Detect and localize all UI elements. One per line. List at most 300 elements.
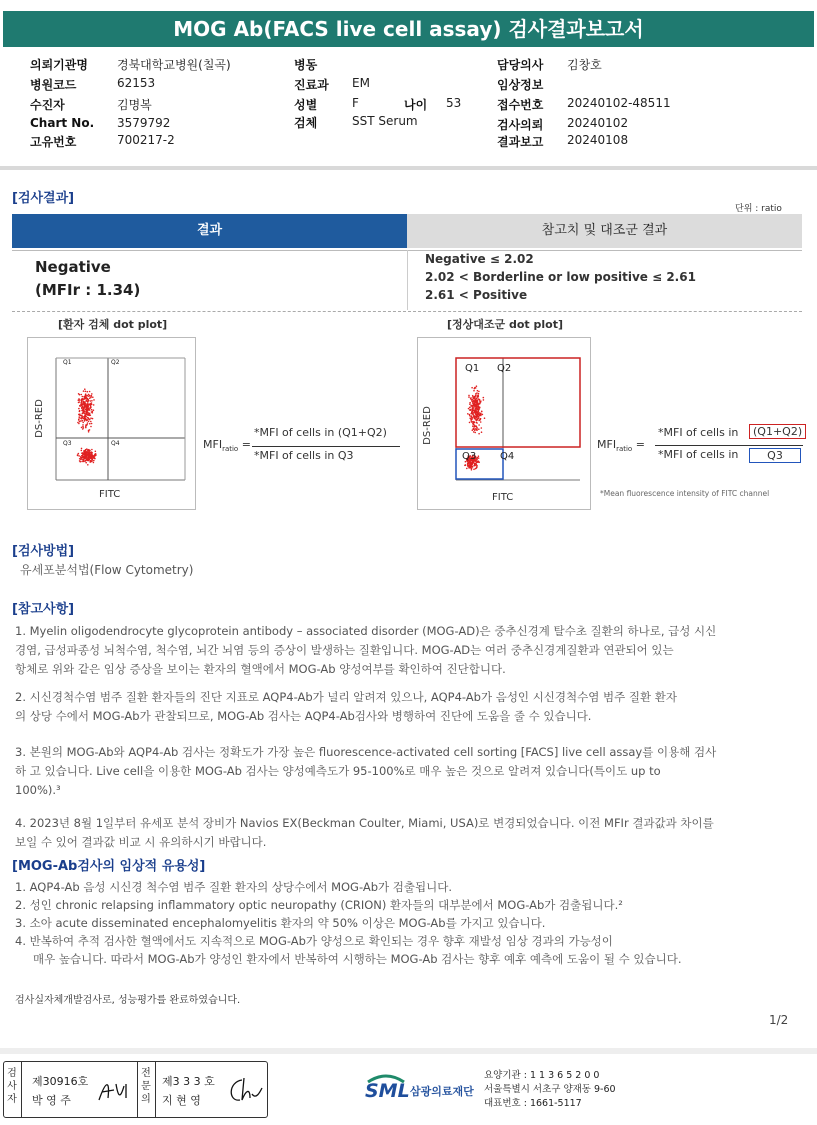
control-dot (472, 426, 474, 428)
control-dot (479, 415, 481, 417)
patient-dot (93, 399, 95, 401)
sex-value: F (352, 96, 359, 110)
note-1-line-3: 항체로 위와 같은 임상 증상을 보이는 환자의 혈액에서 MOG-Ab 양성여부를 확인하여 진단합니다. (15, 662, 506, 676)
examiner-name: 박 영 주 (32, 1094, 71, 1107)
examiner-vertical-label (6, 1067, 18, 1106)
control-dot (465, 464, 467, 466)
patient-dot (85, 460, 87, 462)
patient-dot (82, 422, 84, 424)
control-q2: Q2 (497, 363, 512, 374)
reference-column-header: 참고치 및 대조군 결과 (407, 214, 802, 248)
control-dot (480, 400, 482, 402)
footer-separator (0, 1048, 817, 1054)
control-dot (466, 468, 468, 470)
control-plot-title: [정상대조군 dot plot] (447, 318, 563, 331)
patient-dot (92, 455, 94, 457)
patient-dot (82, 459, 84, 461)
control-dot (474, 426, 476, 428)
patient-dot (94, 455, 96, 457)
receipt-label: 접수번호 (497, 98, 544, 112)
patient-dot (89, 409, 91, 411)
request-label: 검사의뢰 (497, 118, 544, 132)
signature-divider-2 (137, 1062, 138, 1117)
note-1-line-1: 1. Myelin oligodendrocyte glycoprotein antibody – associated disorder (MOG-AD)은 중추신경계 탈수초 질환의 하나로, 급성 시신 (15, 624, 717, 638)
report-title: MOG Ab(FACS live cell assay) 검사결과보고서 (173, 17, 644, 41)
control-dot (468, 396, 470, 398)
patient-dots (77, 388, 97, 465)
control-dot (474, 422, 476, 424)
control-dot (478, 428, 480, 430)
control-mfi-label (597, 438, 645, 453)
patient-dot (87, 422, 89, 424)
patient-dot (92, 418, 94, 420)
specimen-label: 검체 (294, 116, 318, 130)
control-dot (478, 413, 480, 415)
method-text: 유세포분석법(Flow Cytometry) (20, 563, 194, 577)
signature-divider-3 (155, 1062, 156, 1117)
examiner-char-1: 검 (7, 1068, 17, 1079)
patient-dot (87, 399, 89, 401)
patient-dot (90, 421, 92, 423)
patient-dot (79, 421, 81, 423)
patient-dot (89, 456, 91, 458)
patient-dot (85, 396, 87, 398)
patient-dot (90, 426, 92, 428)
clinical-section-title: [MOG-Ab검사의 임상적 유용성] (12, 859, 206, 874)
signature-box (3, 1061, 268, 1118)
patient-dot (81, 427, 83, 429)
control-dot (473, 469, 475, 471)
control-dot (476, 401, 478, 403)
control-dot (474, 432, 476, 434)
note-3 (15, 743, 805, 800)
control-dot (474, 417, 476, 419)
patient-dot (90, 400, 92, 402)
doctor-value: 김창호 (567, 58, 602, 72)
chart-value: 3579792 (117, 116, 171, 130)
clinical-item-3: 3. 소아 acute disseminated encephalomyelitis 환자의 약 50% 이상은 MOG-Ab를 가지고 있습니다. (15, 916, 546, 930)
control-dot (481, 431, 483, 433)
patient-dot (90, 407, 92, 409)
patient-dot (87, 404, 89, 406)
control-dot (473, 431, 475, 433)
patient-dot-plot (27, 337, 196, 510)
control-dot (477, 409, 479, 411)
ward-label: 병동 (294, 58, 318, 72)
clinical-label: 임상정보 (497, 78, 544, 92)
control-dot (472, 405, 474, 407)
control-dot (478, 420, 480, 422)
control-q1: Q1 (465, 363, 480, 374)
patient-dot (86, 448, 88, 450)
control-mfi-den-prefix: *MFI of cells in (658, 448, 739, 461)
patient-dot (92, 412, 94, 414)
patient-dot (85, 427, 87, 429)
patient-dot (87, 414, 89, 416)
control-dot (479, 403, 481, 405)
control-dot (474, 410, 476, 412)
patient-dot (83, 416, 85, 418)
examiner-char-2: 사 (7, 1081, 17, 1092)
patient-x-label: FITC (99, 489, 121, 500)
patient-dot (78, 402, 80, 404)
clinical-item-1: 1. AQP4-Ab 음성 시신경 척수염 범주 질환 환자의 상당수에서 MOG-Ab가 검출됩니다. (15, 880, 452, 894)
patient-dot (91, 409, 93, 411)
control-fraction-line (655, 445, 803, 446)
control-dot (472, 408, 474, 410)
code-value: 62153 (117, 76, 156, 90)
control-dot (476, 406, 478, 408)
control-mfi-sub: ratio (616, 445, 633, 454)
specialist-signature (226, 1074, 264, 1106)
receipt-value: 20240102-48511 (567, 96, 671, 110)
control-dot (476, 464, 478, 466)
note-2-line-1: 2. 시신경척수염 범주 질환 환자들의 진단 지표로 AQP4-Ab가 널리 알려져 있으나, AQP4-Ab가 음성인 시신경척수염 범주 질환 환자 (15, 690, 677, 704)
control-dot (474, 428, 476, 430)
patient-dot (83, 461, 85, 463)
patient-dot (88, 455, 90, 457)
patient-dot (85, 416, 87, 418)
control-dot (478, 393, 480, 395)
patient-dot (87, 450, 89, 452)
specialist-char-1: 전 (141, 1068, 151, 1079)
patient-dot (79, 414, 81, 416)
note-3-line-1: 3. 본원의 MOG-Ab와 AQP4-Ab 검사는 정확도가 가장 높은 fluorescence-activated cell sorting [FACS] live cell assay를 이용해 검사 (15, 745, 717, 759)
patient-q2: Q2 (111, 359, 120, 366)
patient-dot (89, 450, 91, 452)
report-date-value: 20240108 (567, 133, 629, 147)
patient-dot (91, 449, 93, 451)
org-name: 삼광의료재단 (410, 1085, 474, 1098)
patient-dot (80, 456, 82, 458)
patient-dot (88, 405, 90, 407)
control-dot (472, 423, 474, 425)
control-dot (473, 410, 475, 412)
patient-dot (88, 457, 90, 459)
note-4-line-2: 보일 수 있어 결과값 비교 시 유의하시기 바랍니다. (15, 835, 267, 849)
control-mfi-eq: = (635, 438, 645, 451)
control-dot (474, 401, 476, 403)
patient-dot (88, 418, 90, 420)
note-1-line-2: 경염, 급성파종성 뇌척수염, 척수염, 뇌간 뇌염 등의 증상이 발생하는 질환입니다. MOG-AD는 여러 중추신경계질환과 연관되어 있는 (15, 643, 674, 657)
control-dot (476, 392, 478, 394)
control-dot (470, 409, 472, 411)
report-date-label: 결과보고 (497, 135, 544, 149)
patient-dot (80, 459, 82, 461)
control-dot (476, 428, 478, 430)
control-dot (484, 417, 486, 419)
control-dot (472, 417, 474, 419)
sml-logo-text: SML (365, 1080, 410, 1102)
patient-dot (87, 391, 89, 393)
patient-value: 김명복 (117, 98, 152, 112)
control-dot (469, 422, 471, 424)
control-mfi-num-box: (Q1+Q2) (749, 424, 806, 439)
patient-dot (82, 456, 84, 458)
patient-dot (83, 418, 85, 420)
patient-dot (91, 460, 93, 462)
control-dot (473, 390, 475, 392)
control-dot (479, 407, 481, 409)
specimen-value: SST Serum (352, 114, 418, 128)
patient-dot (84, 453, 86, 455)
patient-dot (84, 403, 86, 405)
control-dot (472, 462, 474, 464)
control-dot (468, 408, 470, 410)
patient-dot (90, 417, 92, 419)
control-dot (469, 402, 471, 404)
patient-dot (84, 406, 86, 408)
specialist-number: 제3 3 3 호 (162, 1075, 215, 1088)
patient-dot (84, 413, 86, 415)
patient-dot (89, 429, 91, 431)
control-dot (467, 463, 469, 465)
control-dot (467, 413, 469, 415)
patient-q3: Q3 (63, 440, 72, 447)
control-q3: Q3 (462, 451, 477, 462)
org-code: 요양기관 : 1 1 3 6 5 2 0 0 (484, 1070, 600, 1081)
examiner-signature (94, 1076, 134, 1106)
control-dot (474, 403, 476, 405)
patient-dot (78, 408, 80, 410)
control-dot (482, 414, 484, 416)
patient-dot (79, 460, 81, 462)
dept-value: EM (352, 76, 370, 90)
control-dot (476, 385, 478, 387)
patient-dot (81, 450, 83, 452)
control-dot (476, 466, 478, 468)
patient-dot (88, 453, 90, 455)
sml-logo (362, 1072, 410, 1108)
control-dot (470, 416, 472, 418)
ref-positive: 2.61 < Positive (425, 288, 528, 302)
control-dot (474, 397, 476, 399)
patient-dot (91, 395, 93, 397)
id-value: 700217-2 (117, 133, 175, 147)
result-column-header: 결과 (12, 214, 407, 248)
patient-dot (83, 427, 85, 429)
hospital-value: 경북대학교병원(칠곡) (117, 58, 231, 72)
control-dot (481, 411, 483, 413)
control-dot (476, 426, 478, 428)
patient-dot (88, 421, 90, 423)
patient-dot (89, 423, 91, 425)
specialist-char-3: 의 (141, 1094, 151, 1105)
patient-dot (85, 391, 87, 393)
control-mfi-den-box: Q3 (749, 448, 801, 463)
specialist-name: 지 현 영 (162, 1094, 201, 1107)
patient-dot (88, 459, 90, 461)
clinical-item-2: 2. 성인 chronic relapsing inflammatory optic neuropathy (CRION) 환자들의 대부분에서 MOG-Ab가 검출됩니다.² (15, 898, 623, 912)
patient-dot (93, 409, 95, 411)
patient-dot (93, 404, 95, 406)
patient-mfi-numerator: *MFI of cells in (Q1+Q2) (254, 426, 387, 439)
control-dot (469, 414, 471, 416)
patient-dot (78, 453, 80, 455)
hospital-label: 의뢰기관명 (30, 58, 88, 72)
control-dot (475, 414, 477, 416)
patient-dot (82, 424, 84, 426)
patient-dot (90, 403, 92, 405)
request-value: 20240102 (567, 116, 629, 130)
control-dot (478, 455, 480, 457)
control-x-label: FITC (492, 492, 514, 503)
patient-dot (91, 400, 93, 402)
control-dot (471, 412, 473, 414)
result-section-title: [검사결과] (12, 191, 75, 206)
clinical-list (15, 878, 805, 968)
patient-dot (81, 415, 83, 417)
org-phone: 대표번호 : 1661-5117 (484, 1098, 582, 1109)
patient-dot (84, 456, 86, 458)
validation-note: 검사실자체개발검사로, 성능평가를 완료하였습니다. (15, 995, 241, 1006)
control-dot (481, 427, 483, 429)
control-dot (478, 416, 480, 418)
patient-q1: Q1 (63, 359, 72, 366)
patient-dot (81, 404, 83, 406)
note-4 (15, 814, 805, 852)
patient-dot (83, 450, 85, 452)
patient-dot (87, 417, 89, 419)
control-dot (478, 457, 480, 459)
org-info (484, 1069, 616, 1111)
patient-dot (87, 464, 89, 466)
patient-mfi-text: MFI (203, 438, 223, 451)
patient-dot (95, 451, 97, 453)
code-label: 병원코드 (30, 78, 77, 92)
patient-dot (91, 458, 93, 460)
table-column-divider (407, 250, 408, 310)
control-dot-plot (417, 337, 591, 510)
patient-header (0, 52, 817, 164)
patient-plot-title: [환자 검체 dot plot] (58, 318, 168, 331)
control-dot (478, 433, 480, 435)
page-number: 1/2 (769, 1013, 789, 1027)
patient-dot (89, 395, 91, 397)
patient-dot (85, 418, 87, 420)
patient-y-label: DS-RED (33, 399, 45, 438)
patient-dot (84, 405, 86, 407)
note-3-line-3: 100%).³ (15, 783, 61, 797)
control-dot (476, 404, 478, 406)
note-1 (15, 622, 805, 679)
patient-dot (81, 394, 83, 396)
patient-dot (82, 396, 84, 398)
control-dot (470, 464, 472, 466)
org-address: 서울특별시 서초구 양재동 9-60 (484, 1084, 616, 1095)
patient-dot (85, 462, 87, 464)
note-2-line-2: 의 상당 수에서 MOG-Ab가 관찰되므로, MOG-Ab 검사는 AQP4-Ab검사와 병행하여 진단에 도움을 줄 수 있습니다. (15, 709, 592, 723)
control-mfi-num-prefix: *MFI of cells in (658, 426, 739, 439)
control-dot (477, 390, 479, 392)
ref-negative: Negative ≤ 2.02 (425, 252, 534, 266)
notes-section-title: [참고사항] (12, 602, 75, 617)
note-4-line-1: 4. 2023년 8월 1일부터 유세포 분석 장비가 Navios EX(Beckman Coulter, Miami, USA)로 변경되었습니다. 이전 MFIr 결과값과 차이를 (15, 816, 714, 830)
id-label: 고유번호 (30, 135, 77, 149)
age-label: 나이 (404, 98, 428, 112)
control-dot (474, 388, 476, 390)
patient-dot (78, 419, 80, 421)
mfi-footnote: *Mean fluorescence intensity of FITC channel (600, 489, 770, 498)
control-dot (480, 421, 482, 423)
patient-mfi-label (203, 438, 251, 453)
control-dot (475, 462, 477, 464)
patient-dot (86, 413, 88, 415)
patient-dot (83, 390, 85, 392)
patient-label: 수진자 (30, 98, 65, 112)
patient-dot (85, 452, 87, 454)
control-dot (468, 465, 470, 467)
control-dot (469, 407, 471, 409)
patient-dot (78, 416, 80, 418)
control-dot (472, 413, 474, 415)
patient-dot (91, 423, 93, 425)
patient-dot (89, 397, 91, 399)
examiner-char-3: 자 (7, 1094, 17, 1105)
control-dot (473, 406, 475, 408)
patient-dot (81, 461, 83, 463)
patient-dot (78, 398, 80, 400)
patient-dot (93, 457, 95, 459)
control-dot (478, 391, 480, 393)
patient-dot (84, 388, 86, 390)
result-mfir: (MFIr : 1.34) (35, 281, 141, 299)
patient-dot (93, 460, 95, 462)
control-dot (471, 466, 473, 468)
patient-dot (81, 448, 83, 450)
method-section-title: [검사방법] (12, 544, 75, 559)
control-dot (477, 460, 479, 462)
control-dot (469, 403, 471, 405)
patient-dot (89, 455, 91, 457)
patient-dot (78, 455, 80, 457)
doctor-label: 담당의사 (497, 58, 544, 72)
control-mfi-text: MFI (597, 438, 617, 451)
specialist-char-2: 문 (141, 1081, 151, 1092)
patient-dot (81, 400, 83, 402)
control-dot (474, 465, 476, 467)
control-dot (473, 429, 475, 431)
title-bar (0, 0, 817, 48)
patient-dot (90, 452, 92, 454)
patient-dot (79, 411, 81, 413)
header-separator (0, 166, 817, 170)
control-dot (478, 424, 480, 426)
patient-mfi-denominator: *MFI of cells in Q3 (254, 449, 354, 462)
control-dot (483, 397, 485, 399)
patient-dot (88, 431, 90, 433)
note-2 (15, 688, 805, 726)
specialist-vertical-label (140, 1067, 152, 1106)
control-dot (476, 417, 478, 419)
control-dot (472, 395, 474, 397)
chart-label: Chart No. (30, 116, 95, 130)
clinical-item-4-cont: 매우 높습니다. 따라서 MOG-Ab가 양성인 환자에서 반복하여 시행하는 MOG-Ab 검사는 향후 예후 예측에 도움이 될 수 있습니다. (33, 952, 682, 966)
plot-area-divider (12, 311, 802, 312)
control-dot (478, 396, 480, 398)
control-dot (475, 394, 477, 396)
control-dot (475, 408, 477, 410)
age-value: 53 (446, 96, 462, 110)
patient-dot (77, 455, 79, 457)
patient-dot (86, 407, 88, 409)
ref-borderline: 2.02 < Borderline or low positive ≤ 2.61 (425, 270, 696, 284)
control-dot (471, 399, 473, 401)
patient-mfi-eq: = (241, 438, 251, 451)
sex-label: 성별 (294, 98, 318, 112)
patient-dot (93, 462, 95, 464)
patient-dot (83, 454, 85, 456)
